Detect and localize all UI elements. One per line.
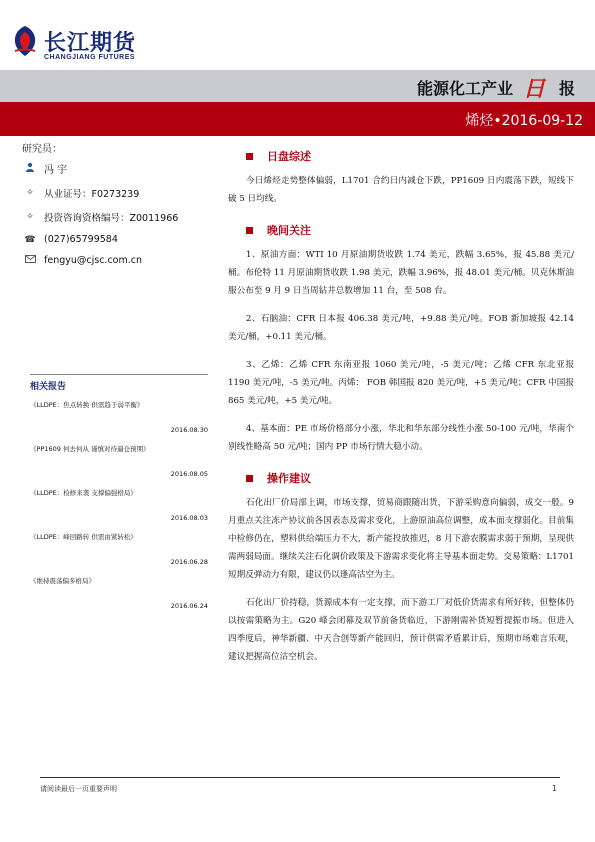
related-report-title: 《PP1609 何去何从 谨慎对待逼仓预期》: [30, 445, 150, 453]
related-report-date: 2016.08.05: [170, 470, 208, 478]
consult-number: 投资咨询资格编号：Z0011966: [44, 213, 179, 224]
report-subtitle: 烯烃•2016-09-12: [465, 113, 583, 129]
researcher-name-row: [22, 161, 212, 176]
diamond-bullet-icon: ✧: [26, 188, 34, 198]
footer-disclaimer[interactable]: 请阅读最后一页重要声明: [40, 785, 117, 793]
section-title: 晚间关注: [267, 224, 311, 237]
related-report-item[interactable]: [30, 400, 208, 444]
report-type: 能源化工产业: [416, 78, 513, 98]
related-report-item[interactable]: [30, 444, 208, 488]
email-address[interactable]: fengyu@cjsc.com.cn: [44, 255, 142, 266]
envelope-icon: [22, 255, 38, 266]
person-icon: [22, 162, 38, 175]
section-heading: [228, 470, 574, 486]
section-paragraph: 石化出厂价局部上调，市场支撑，贸易商跟随出货，下游采购意向偏弱，成交一般。9 月重点关注冻产协议前各国表态及需求变化，上游原油高位调整，成本面支撑弱化。目前集中检修仍在，塑料供给端压力不大，新产能投放推迟，8 月下游农膜需求弱于预期，呈现供需两弱局面。继续关注石化调价政策及下游需求变化将主导基本面走势。交易策略：L1701 短期反弹动力有限，建议仍以逢高沽空为主。: [228, 498, 574, 580]
related-report-title: 《维持震荡偏多格局》: [30, 577, 95, 585]
consult-row: [22, 210, 212, 224]
section-heading: [228, 148, 574, 164]
related-report-title: 《LLDPE：焦点转换 供需趋于弱平衡》: [30, 401, 144, 409]
related-report-title: 《LLDPE：检修来袭 支撑偏强格局》: [30, 489, 137, 497]
related-report-item[interactable]: [30, 488, 208, 532]
related-report-title: 《LLDPE：峰回路转 供需由紧转松》: [30, 533, 137, 541]
report-body: [228, 148, 574, 666]
section-paragraph: 石化出厂价持稳，货源成本有一定支撑，而下游工厂对低价货需求有所好转，但整体仍以按需策略为主。G20 峰会闭幕及双节前备货临近，下游刚需补货短暂提振市场。但进入四季度后，神华新疆、中天合创等新产能回归，预计供需矛盾累计后，预期市场难言乐观，建议把握高位沽空机会。: [228, 598, 574, 662]
related-title: 相关报告: [30, 382, 67, 392]
phone-icon: ☎: [24, 234, 36, 245]
section-paragraph: 1、原油方面：WTI 10 月原油期货收跌 1.74 美元，跌幅 3.65%，报 45.88 美元/桶。布伦特 11 月原油期货收跌 1.98 美元，跌幅 3.96%，报 48.01 美元/桶。贝克休斯油服公布至 9 月 9 日当周钻井总数增加 11 台，至 508 台。: [228, 250, 574, 296]
logo-emblem-icon: [10, 24, 40, 58]
related-report-date: 2016.08.03: [170, 514, 208, 522]
footer-divider: [40, 777, 560, 778]
section-paragraph: 2、石脑油：CFR 日本报 406.38 美元/吨，+9.88 美元/吨。FOB 新加坡报 42.14 美元/桶，+0.11 美元/桶。: [228, 314, 574, 342]
related-reports-list: [30, 400, 208, 620]
header-red-band: [0, 102, 595, 136]
square-bullet-icon: [246, 227, 253, 234]
company-logo: [10, 22, 160, 66]
related-divider: [30, 374, 208, 375]
logo-name-cn: 长江期货: [44, 30, 137, 56]
related-report-item[interactable]: [30, 576, 208, 620]
phone-number: (027)65799584: [44, 234, 118, 245]
section-title: 日盘综述: [267, 150, 311, 163]
related-report-date: 2016.08.30: [170, 426, 208, 434]
section-paragraph: 今日烯烃走势整体偏弱，L1701 合约日内减仓下跌，PP1609 日内震荡下跌，短线下破 5 日均线。: [228, 176, 574, 204]
report-title: [417, 74, 575, 100]
page-number: 1: [551, 784, 557, 793]
section-paragraph: 3、乙烯：乙烯 CFR 东南亚报 1060 美元/吨，-5 美元/吨；乙烯 CFR 东北亚报 1190 美元/吨，-5 美元/吨。丙烯： FOB 韩国报 820 美元/吨，+5 美元/吨；CFR 中国报 865 美元/吨，+5 美元/吨。: [228, 360, 574, 406]
researcher-label: 研究员：: [22, 144, 62, 155]
email-row: [22, 255, 212, 266]
phone-row: [22, 234, 212, 245]
diamond-bullet-icon: ✧: [26, 212, 34, 222]
related-report-item[interactable]: [30, 532, 208, 576]
researcher-name: 冯 宇: [44, 165, 68, 176]
logo-name-en: CHANGJIANG FUTURES: [44, 54, 136, 61]
report-char: 报: [558, 78, 575, 98]
section-title: 操作建议: [267, 472, 311, 485]
license-number: 从业证号：F0273239: [44, 189, 140, 200]
related-report-date: 2016.06.28: [170, 558, 208, 566]
square-bullet-icon: [246, 153, 253, 160]
section-paragraph: 4、基本面：PE 市场价格部分小涨，华北和华东部分线性小涨 50-100 元/吨，华南个别线性略高 50 元/吨；国内 PP 市场行情大稳小动。: [228, 424, 574, 452]
daily-char: 日: [522, 76, 545, 102]
square-bullet-icon: [246, 475, 253, 482]
related-report-date: 2016.06.24: [170, 602, 208, 610]
researcher-panel: [22, 140, 212, 276]
license-row: [22, 186, 212, 200]
section-heading: [228, 222, 574, 238]
